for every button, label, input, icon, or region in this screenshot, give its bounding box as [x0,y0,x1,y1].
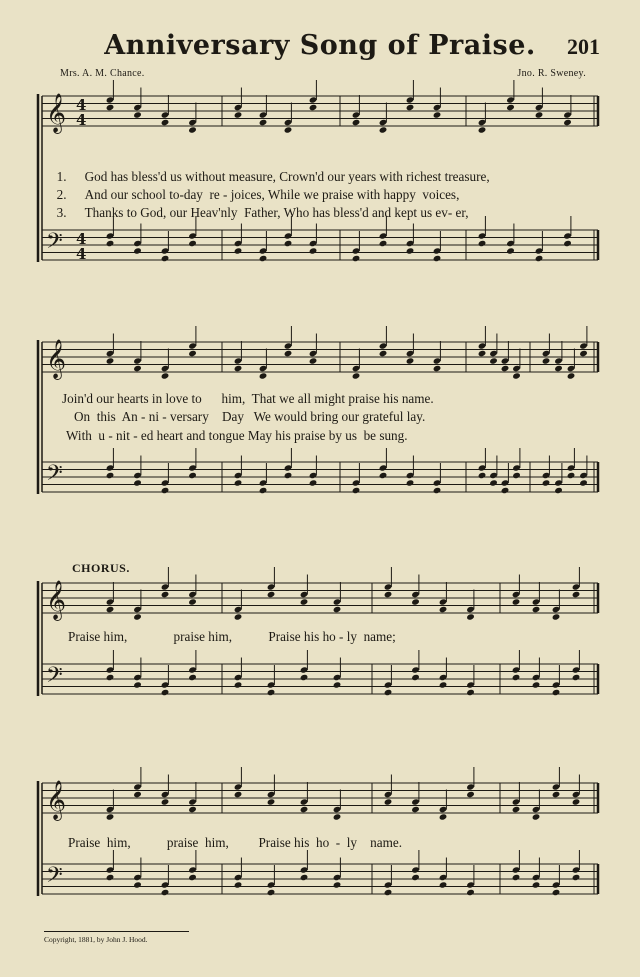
notehead [309,104,318,111]
hymn-title: Anniversary Song of Praise. [104,30,536,61]
notehead [300,674,309,681]
notehead [433,365,442,372]
notehead [234,681,243,688]
notehead [188,806,197,813]
notehead [133,613,142,620]
notehead [406,104,415,111]
notehead [333,881,342,888]
bass-time-signature-bottom: 4 [76,245,87,263]
notehead [563,119,572,126]
notehead [512,806,521,813]
chorus-line-2: Praise him, praise him, Praise his ho - ly name. [68,835,403,850]
notehead [106,874,115,881]
treble-clef-icon: 𝄞 [46,580,67,620]
notehead [411,598,420,605]
notehead [161,689,170,696]
notehead [572,798,581,805]
notehead [133,365,142,372]
notehead [466,613,475,620]
notehead [554,487,563,494]
notehead [188,674,197,681]
verse-2-line-2: On this An - ni - versary Day We would bring our grateful lay. [74,409,426,424]
notehead [379,472,388,479]
notehead [466,889,475,896]
notehead [384,798,393,805]
notehead [579,479,588,486]
notehead [532,681,541,688]
notehead [300,598,309,605]
notehead [309,357,318,364]
notehead [333,681,342,688]
notehead [259,119,268,126]
notehead [532,606,541,613]
notehead [535,255,544,262]
notehead [478,126,487,133]
notehead [352,487,361,494]
notehead [512,472,521,479]
notehead [161,119,170,126]
notehead [106,813,115,820]
notehead [352,372,361,379]
treble-clef-icon: 𝄞 [46,93,67,133]
notehead [161,487,170,494]
notehead [234,247,243,254]
notehead [489,479,498,486]
notehead [433,111,442,118]
notehead [501,487,510,494]
notehead [506,104,515,111]
notehead [411,674,420,681]
copyright-rule [44,931,189,932]
notehead [106,472,115,479]
notehead [284,472,293,479]
notehead [406,247,415,254]
notehead [552,689,561,696]
notehead [552,791,561,798]
notehead [384,689,393,696]
bass-clef-icon: 𝄢 [46,229,63,259]
notehead [379,240,388,247]
notehead [267,798,276,805]
notehead [352,119,361,126]
notehead [259,255,268,262]
notehead [106,104,115,111]
notehead [542,357,551,364]
bass-clef-icon: 𝄢 [46,461,63,491]
notehead [552,889,561,896]
notehead [133,111,142,118]
verse-3-line-2: With u - nit - ed heart and tongue May his praise by us be sung. [66,428,408,443]
notehead [512,598,521,605]
notehead [535,111,544,118]
bass-time-signature-top: 4 [76,230,87,248]
notehead [512,372,521,379]
notehead [489,357,498,364]
notehead [379,126,388,133]
notehead [161,889,170,896]
notehead [234,479,243,486]
notehead [267,889,276,896]
notehead [234,111,243,118]
notehead [161,591,170,598]
notehead [411,874,420,881]
notehead [259,487,268,494]
notehead [501,365,510,372]
treble-clef-icon: 𝄞 [46,339,67,379]
notehead [478,472,487,479]
notehead [106,674,115,681]
notehead [406,357,415,364]
notehead [466,791,475,798]
treble-clef-icon: 𝄞 [46,780,67,820]
chorus-label: CHORUS. [72,561,130,575]
notehead [133,881,142,888]
verse-3-line-1: 3. Thanks to God, our Heav'nly Father, Who has bless'd and kept us ev- er, [56,205,469,221]
notehead [466,689,475,696]
notehead [234,613,243,620]
notehead [384,889,393,896]
chorus-line-1: Praise him, praise him, Praise his ho - ly name; [68,629,396,644]
notehead [506,247,515,254]
notehead [352,255,361,262]
notehead [161,255,170,262]
notehead [512,674,521,681]
notehead [379,350,388,357]
notehead [478,350,487,357]
notehead [411,806,420,813]
notehead [133,479,142,486]
notehead [309,479,318,486]
verse-2-line-1: 2. And our school to-day re - joices, While we praise with happy voices, [56,187,460,203]
notehead [532,813,541,820]
notehead [433,487,442,494]
page-number: 201 [567,34,600,59]
notehead [333,606,342,613]
notehead [106,606,115,613]
notehead [161,372,170,379]
notehead [478,240,487,247]
notehead [542,479,551,486]
notehead [433,255,442,262]
notehead [572,591,581,598]
notehead [572,674,581,681]
notehead [284,240,293,247]
notehead [439,813,448,820]
copyright-notice: Copyright, 1881, by John J. Hood. [44,935,148,944]
notehead [439,881,448,888]
notehead [554,365,563,372]
notehead [512,874,521,881]
bass-clef-icon: 𝄢 [46,663,63,693]
bass-clef-icon: 𝄢 [46,863,63,893]
notehead [552,613,561,620]
notehead [333,813,342,820]
notehead [284,350,293,357]
notehead [567,472,576,479]
notehead [532,881,541,888]
treble-time-signature-bottom: 4 [76,111,87,129]
composer-credit: Jno. R. Sweney. [517,68,586,79]
lyricist-credit: Mrs. A. M. Chance. [60,68,145,79]
notehead [579,350,588,357]
notehead [188,126,197,133]
notehead [188,472,197,479]
verse-1-line-1: 1. God has bless'd us without measure, Crown'd our years with richest treasure, [56,169,490,185]
notehead [133,681,142,688]
notehead [267,591,276,598]
notehead [284,126,293,133]
treble-time-signature-top: 4 [76,96,87,114]
notehead [161,798,170,805]
notehead [234,791,243,798]
notehead [259,372,268,379]
notehead [300,874,309,881]
notehead [106,240,115,247]
verse-1-line-2: Join'd our hearts in love to him, That we all might praise his name. [62,391,434,406]
notehead [384,591,393,598]
notehead [133,791,142,798]
notehead [309,247,318,254]
notehead [133,247,142,254]
notehead [106,357,115,364]
notehead [406,479,415,486]
notehead [188,874,197,881]
notehead [439,606,448,613]
notehead [563,240,572,247]
notehead [572,874,581,881]
notehead [188,240,197,247]
notehead [188,598,197,605]
notehead [234,881,243,888]
notehead [267,689,276,696]
notehead [188,350,197,357]
notehead [439,681,448,688]
notehead [300,806,309,813]
notehead [234,365,243,372]
notehead [567,372,576,379]
